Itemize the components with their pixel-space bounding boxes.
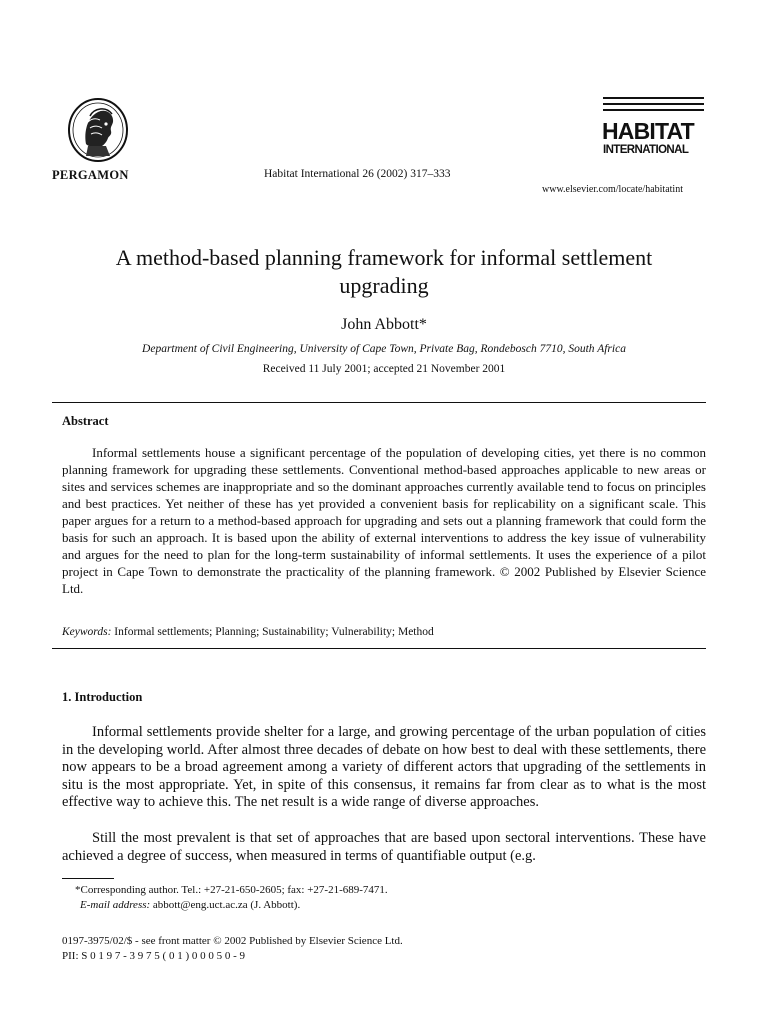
publisher-logo-icon bbox=[66, 96, 130, 168]
brand-rule-bottom bbox=[603, 109, 704, 111]
received-dates: Received 11 July 2001; accepted 21 November 2001 bbox=[262, 363, 506, 375]
publisher-name: PERGAMON bbox=[52, 168, 129, 182]
article-title-line1: A method-based planning framework for informal settlement bbox=[115, 245, 653, 270]
journal-citation: Habitat International 26 (2002) 317–333 bbox=[264, 168, 451, 180]
email-note bbox=[80, 898, 300, 912]
journal-brand-main: HABITAT bbox=[602, 118, 694, 144]
keywords-line bbox=[62, 626, 434, 638]
keywords-list: Informal settlements; Planning; Sustainability; Vulnerability; Method bbox=[114, 626, 434, 638]
article-title-line2: upgrading bbox=[339, 273, 429, 298]
divider-top bbox=[52, 402, 706, 403]
abstract-text: Informal settlements house a significant percentage of the population of developing cities, yet there is no common planning framework for upgrading these settlements. Conventional method-based approaches applicable to new areas or sites and services schemes are inappropriate and so the dominant approaches currently available tend to focus on principles and best practices. Yet neither of these has yet provided a convenient basis for replicability on a significant scale. This paper argues for a return to a method-based approach for upgrading and sets out a planning framework that could form the basis for such an approach. It is based upon the ability of external interventions to address the key issue of vulnerability and argues for the need to plan for the long-term sustainability of informal settlements. It uses the experience of a pilot project in Cape Town to demonstrate the practicality of the planning framework. © 2002 Published by Elsevier Science Ltd. bbox=[62, 445, 706, 596]
journal-brand-sub: INTERNATIONAL bbox=[603, 144, 689, 156]
copyright-line: 0197-3975/02/$ - see front matter © 2002 Published by Elsevier Science Ltd. bbox=[62, 935, 403, 947]
divider-bottom bbox=[52, 648, 706, 649]
introduction-heading: 1. Introduction bbox=[62, 690, 143, 704]
keywords-label: Keywords: bbox=[62, 626, 112, 638]
introduction-paragraph-1: Informal settlements provide shelter for a large, and growing percentage of the urban population of cities in the developing world. After almost three decades of debate on how best to deal with these settlements, there now appears to be a broad agreement among a variety of different actors that upgrading of the settlements in situ is the most appropriate. Yet, in spite of this consensus, it remains far from clear as to what is the most effective way to achieve this. The net result is a wide range of diverse approaches. bbox=[62, 724, 706, 811]
footnote-rule bbox=[62, 878, 114, 879]
abstract-heading: Abstract bbox=[62, 414, 109, 428]
introduction-paragraph-2: Still the most prevalent is that set of approaches that are based upon sectoral interventions. These have achieved a degree of success, when measured in terms of quantifiable output (e.g. bbox=[62, 830, 706, 864]
article-title bbox=[40, 244, 728, 300]
corresponding-author-note: *Corresponding author. Tel.: +27-21-650-2605; fax: +27-21-689-7471. bbox=[75, 884, 388, 896]
journal-url[interactable]: www.elsevier.com/locate/habitatint bbox=[542, 184, 683, 195]
author-affiliation: Department of Civil Engineering, University of Cape Town, Private Bag, Rondebosch 7710, South Africa bbox=[142, 343, 626, 355]
brand-rule-middle bbox=[603, 103, 704, 105]
brand-rule-top bbox=[603, 97, 704, 99]
article-author: John Abbott* bbox=[341, 316, 427, 333]
pii-line: PII: S 0 1 9 7 - 3 9 7 5 ( 0 1 ) 0 0 0 5 0 - 9 bbox=[62, 950, 246, 962]
email-label: E-mail address: bbox=[80, 899, 151, 911]
email-address[interactable]: abbott@eng.uct.ac.za (J. Abbott). bbox=[152, 899, 301, 911]
